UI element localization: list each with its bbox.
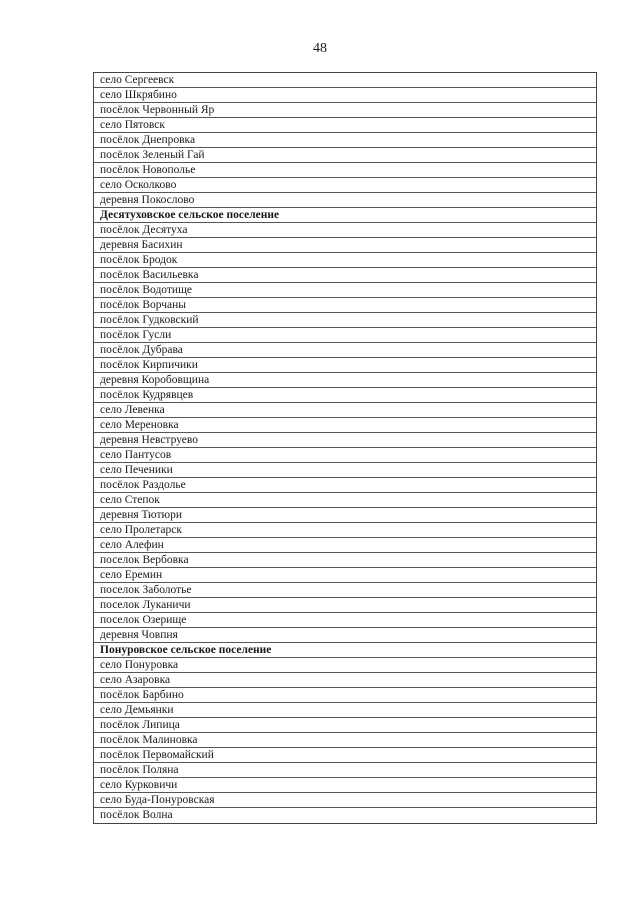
table-row: село Буда-Понуровская <box>94 793 596 808</box>
table-row: село Сергеевск <box>94 73 596 88</box>
table-row: село Левенка <box>94 403 596 418</box>
table-row: посёлок Кудрявцев <box>94 388 596 403</box>
table-row: посёлок Гусли <box>94 328 596 343</box>
table-row: деревня Човпня <box>94 628 596 643</box>
table-row: посёлок Зеленый Гай <box>94 148 596 163</box>
table-row: село Осколково <box>94 178 596 193</box>
section-header-row: Понуровское сельское поселение <box>94 643 596 658</box>
table-row: село Степок <box>94 493 596 508</box>
table-row: посёлок Васильевка <box>94 268 596 283</box>
table-row: посёлок Малиновка <box>94 733 596 748</box>
table-row: село Алефин <box>94 538 596 553</box>
table-row: село Понуровка <box>94 658 596 673</box>
table-row: село Мереновка <box>94 418 596 433</box>
table-row: деревня Коробовщина <box>94 373 596 388</box>
table-row: посёлок Гудковский <box>94 313 596 328</box>
table-row: деревня Басихин <box>94 238 596 253</box>
table-row: посёлок Раздолье <box>94 478 596 493</box>
table-row: село Еремин <box>94 568 596 583</box>
table-row: посёлок Днепровка <box>94 133 596 148</box>
section-header-row: Десятуховское сельское поселение <box>94 208 596 223</box>
table-row: поселок Заболотье <box>94 583 596 598</box>
table-row: село Курковичи <box>94 778 596 793</box>
table-row: село Пролетарск <box>94 523 596 538</box>
table-row: село Азаровка <box>94 673 596 688</box>
table-row: посёлок Водотище <box>94 283 596 298</box>
table-row: поселок Луканичи <box>94 598 596 613</box>
table-row: поселок Озерище <box>94 613 596 628</box>
table-row: деревня Невструево <box>94 433 596 448</box>
table-row: посёлок Червонный Яр <box>94 103 596 118</box>
table-row: поселок Вербовка <box>94 553 596 568</box>
table-row: посёлок Бродок <box>94 253 596 268</box>
table-row: село Шкрябино <box>94 88 596 103</box>
table-row: село Пантусов <box>94 448 596 463</box>
table-row: деревня Тютюри <box>94 508 596 523</box>
table-row: посёлок Новополье <box>94 163 596 178</box>
table-row: посёлок Ворчаны <box>94 298 596 313</box>
table-row: посёлок Кирпичики <box>94 358 596 373</box>
table-row: деревня Покослово <box>94 193 596 208</box>
table-row: посёлок Первомайский <box>94 748 596 763</box>
page-number: 48 <box>313 41 327 56</box>
table-row: село Пятовск <box>94 118 596 133</box>
table-row: посёлок Дубрава <box>94 343 596 358</box>
table-row: посёлок Липица <box>94 718 596 733</box>
table-row: посёлок Волна <box>100 809 173 821</box>
settlements-table <box>93 72 597 824</box>
table-row: село Печеники <box>94 463 596 478</box>
table-row: посёлок Барбино <box>94 688 596 703</box>
table-row: село Демьянки <box>94 703 596 718</box>
table-row: посёлок Десятуха <box>94 223 596 238</box>
table-row: посёлок Поляна <box>94 763 596 778</box>
